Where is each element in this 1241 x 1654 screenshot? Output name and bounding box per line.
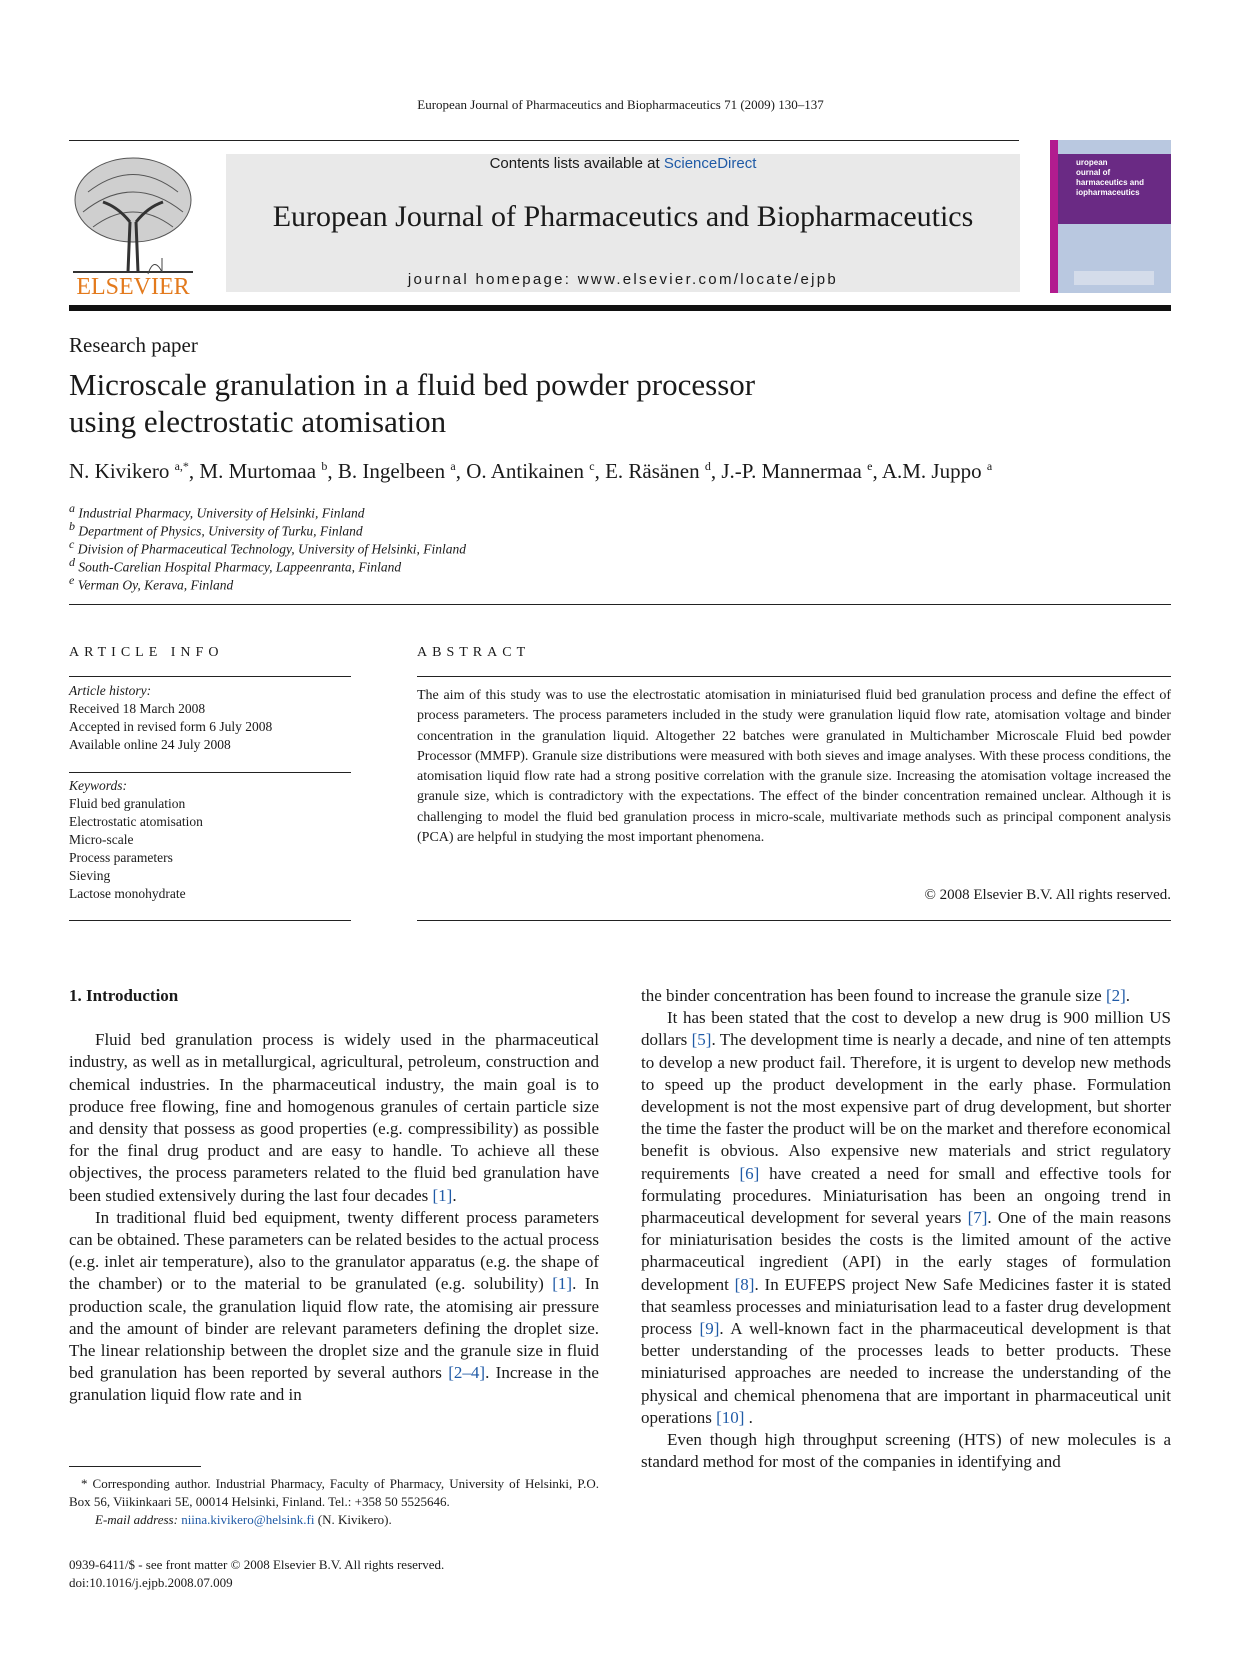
paragraph: In traditional fluid bed equipment, twenty different process parameters can be obtained. These parameters can be related besides to the actual process (e.g. inlet air temperature), also to the granulator apparatus (e.g. the shape of the chamber) or to the material to be granulated (e.g. solubility) [1]. In production scale, the granulation liquid flow rate, the atomising air pressure and the amount of binder are relevant parameters defining the droplet size. The linear relationship between the droplet size and the granule size in fluid bed granulation has been reported by several authors [2–4]. Increase in the granulation liquid flow rate and in <box>69 1207 599 1405</box>
header-thick-rule <box>69 305 1171 311</box>
citation-link[interactable]: [2] <box>1105 986 1126 1005</box>
divider <box>69 772 351 773</box>
paragraph: Fluid bed granulation process is widely used in the pharmaceutical industry, as well as in metallurgical, agricultural, petroleum, construction and chemical industries. In the pharmaceutical industry, the main goal is to produce free flowing, fine and homogenous granules of certain particle size and density that possess as good properties (e.g. compressibility) as possible for the final drug product and are easy to handle. To achieve all these objectives, the process parameters related to the fluid bed granulation have been studied extensively during the last four decades [1]. <box>69 1030 599 1205</box>
body-right-column <box>641 985 1171 1473</box>
paragraph: It has been stated that the cost to develop a new drug is 900 million US dollars [5]. The development time is nearly a decade, and nine of ten attempts to develop a new product fail. Therefore, it is urgent to develop new methods to speed up the product development in the early phase. Formulation development is not the most expensive part of drug development, but shorter the time the faster the product will be on the market and therefore economical benefit is obvious. Also expensive new materials and strict regulatory requirements [6] have created a need for small and effective tools for formulating procedures. Miniaturisation has been an ongoing trend in pharmaceutical development for several years [7]. One of the main reasons for miniaturisation besides the costs is the limited amount of the active pharmaceutical ingredient (API) in the early stages of formulation development [8]. In EUFEPS project New Safe Medicines faster it is stated that seamless processes and miniaturisation lead to a faster drug development process [9]. A well-known fact in the pharmaceutical development is that better understanding of the processes leads to better products. These miniaturised approaches are needed to increase the understanding of the physical and chemical phenomena that are important in pharmaceutical unit operations [10] . <box>641 1008 1172 1427</box>
author: E. Räsänen $^d$, <box>605 459 722 483</box>
header-rule <box>69 140 1019 141</box>
keyword: Sieving <box>69 868 111 883</box>
contents-prefix: Contents lists available at <box>489 155 664 172</box>
keyword: Lactose monohydrate <box>69 886 186 901</box>
citation-link[interactable]: [1] <box>552 1274 573 1294</box>
body-left-column <box>69 985 599 1407</box>
journal-cover <box>1050 140 1171 293</box>
article-title: Microscale granulation in a fluid bed powder processor using electrostatic atomisation <box>69 367 756 439</box>
cover-title: uropean ournal of harmaceutics and iopharmaceutics <box>1076 158 1145 197</box>
article-history: Article history: Received 18 March 2008 Accepted in revised form 6 July 2008 Available online 24 July 2008 <box>69 683 273 752</box>
footnote-corresponding: * Corresponding author. Industrial Pharmacy, Faculty of Pharmacy, University of Helsinki, P.O. Box 56, Viikinkaari 5E, 00014 Helsinki, Finland. Tel.: +358 50 5525646. E-mail address: niina.kivikero@helsink.fi (N. Kivikero). <box>69 1476 599 1527</box>
citation-link[interactable]: [8] <box>734 1274 755 1294</box>
citation-link[interactable]: [5] <box>691 1030 712 1050</box>
affiliation: $^e$ Verman Oy, Kerava, Finland <box>69 573 234 593</box>
paragraph: Even though high throughput screening (HTS) of new molecules is a standard method for most of the companies in identifying and <box>641 1430 1171 1472</box>
running-head: European Journal of Pharmaceutics and Biopharmaceutics 71 (2009) 130–137 <box>417 97 824 112</box>
citation-link[interactable]: [10] <box>716 1407 745 1427</box>
sciencedirect-link[interactable]: ScienceDirect <box>663 155 757 172</box>
journal-homepage[interactable]: journal homepage: www.elsevier.com/locate/ejpb <box>407 271 839 288</box>
front-matter: 0939-6411/$ - see front matter © 2008 Elsevier B.V. All rights reserved. doi:10.1016/j.ejpb.2008.07.009 <box>69 1556 629 1592</box>
keyword: Fluid bed granulation <box>69 796 186 811</box>
abstract-heading: ABSTRACT <box>417 645 531 660</box>
divider <box>69 920 351 921</box>
journal-title: European Journal of Pharmaceutics and Biopharmaceutics <box>272 200 974 233</box>
doi: doi:10.1016/j.ejpb.2008.07.009 <box>69 1575 233 1590</box>
divider <box>69 676 351 677</box>
keyword: Micro-scale <box>69 832 134 847</box>
email-link[interactable]: niina.kivikero@helsink.fi <box>181 1512 315 1527</box>
author: B. Ingelbeen $^a$, <box>337 459 467 483</box>
affiliation: $^d$ South-Carelian Hospital Pharmacy, Lappeenranta, Finland <box>69 555 402 575</box>
copyright: © 2008 Elsevier B.V. All rights reserved. <box>924 887 1171 903</box>
citation-link[interactable]: [9] <box>699 1319 720 1339</box>
citation-link[interactable]: [1] <box>432 1185 453 1205</box>
author: N. Kivikero $^{a,*}$, <box>69 459 200 483</box>
citation-link[interactable]: [6] <box>739 1163 760 1183</box>
keywords: Keywords: Fluid bed granulation Electrostatic atomisation Micro-scale Process parameters Sieving Lactose monohydrate <box>69 777 351 903</box>
affiliation: $^b$ Department of Physics, University of Turku, Finland <box>69 519 363 539</box>
article-info-heading: ARTICLE INFO <box>69 645 224 660</box>
abstract-text: The aim of this study was to use the electrostatic atomisation in miniaturised fluid bed granulation process and define the effect of process parameters. The process parameters included in the study were granulation liquid flow rate, atomisation voltage and binder concentration in the granulation liquid. Altogether 22 batches were granulated in Multichamber Microscale Fluid bed powder Processor (MMFP). Granule size distributions were measured with both sieves and image analyses. With these process conditions, the atomisation liquid flow rate had a strong positive correlation with the granule size. Increasing the atomisation voltage increased the granule size, which is contradictory with the expectations. The effect of the binder concentration remained unclear. Although it is challenging to model the fluid bed granulation process in micro-scale, multivariate methods such as principal component analysis (PCA) are helpful in studying the most important phenomena. <box>417 688 1171 846</box>
citation-link[interactable]: [7] <box>967 1208 988 1228</box>
elsevier-tree-icon <box>68 152 198 297</box>
publisher-name: ELSEVIER <box>76 274 190 297</box>
keyword: Process parameters <box>69 850 173 865</box>
author: M. Murtomaa $^b$, <box>199 459 338 483</box>
keyword: Electrostatic atomisation <box>69 814 203 829</box>
divider <box>417 920 1171 921</box>
affiliation: $^a$ Industrial Pharmacy, University of Helsinki, Finland <box>69 501 365 521</box>
paragraph: the binder concentration has been found to increase the granule size [2]. <box>641 986 1131 1005</box>
footnote-rule <box>69 1466 201 1467</box>
affiliation: $^c$ Division of Pharmaceutical Technology, University of Helsinki, Finland <box>69 537 467 557</box>
elsevier-logo <box>68 152 198 297</box>
divider <box>69 604 1171 605</box>
article-type: Research paper <box>69 333 198 357</box>
contents-line <box>226 154 1020 172</box>
author-list <box>69 459 992 484</box>
section-heading: 1. Introduction <box>69 986 179 1005</box>
author: J.-P. Mannermaa $^e$, <box>721 459 882 483</box>
author: O. Antikainen $^c$, <box>466 459 606 483</box>
citation-link[interactable]: [2–4] <box>448 1363 486 1383</box>
divider <box>417 676 1171 677</box>
journal-banner <box>226 154 1020 292</box>
author: A.M. Juppo $^a$ <box>881 459 993 483</box>
